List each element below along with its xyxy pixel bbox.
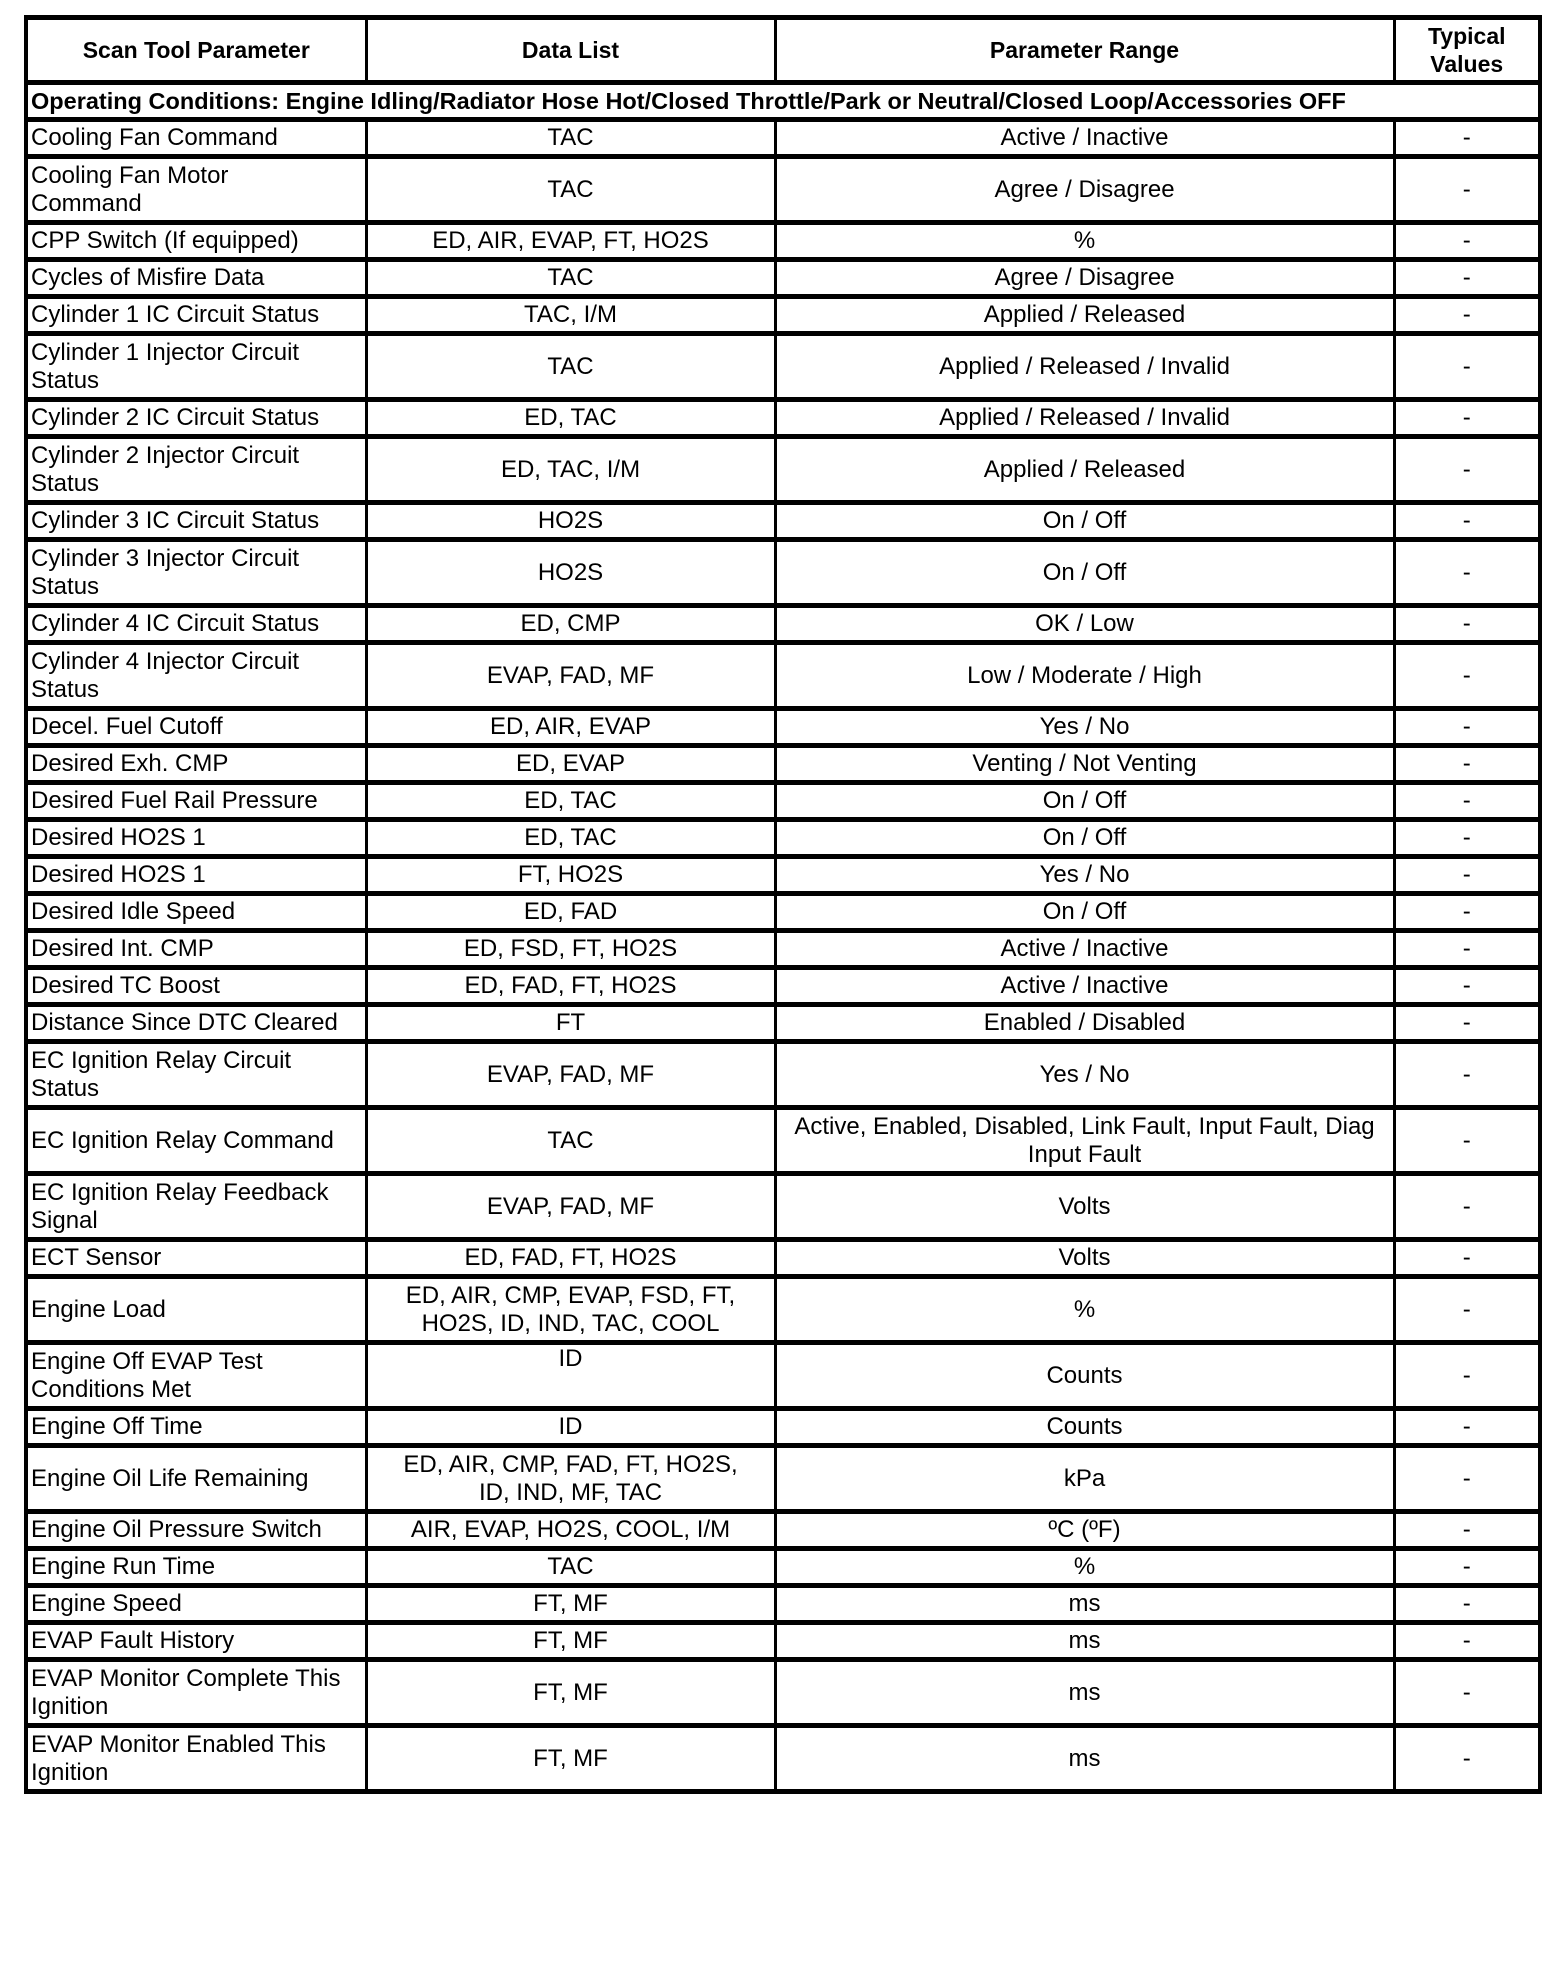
parameter-cell: Desired Int. CMP	[26, 931, 366, 968]
parameter-cell: Desired HO2S 1	[26, 820, 366, 857]
data-list-cell: TAC	[366, 334, 775, 400]
parameter-range-cell: OK / Low	[775, 606, 1394, 643]
table-row	[26, 1726, 1540, 1792]
typical-value-cell: -	[1394, 334, 1540, 400]
data-list-cell: ED, TAC	[366, 783, 775, 820]
parameter-range-cell: Agree / Disagree	[775, 260, 1394, 297]
typical-value-cell: -	[1394, 968, 1540, 1005]
parameter-range-cell: Active / Inactive	[775, 120, 1394, 157]
typical-value-cell: -	[1394, 120, 1540, 157]
parameter-range-cell: Yes / No	[775, 857, 1394, 894]
data-list-cell: ID	[366, 1409, 775, 1446]
typical-value-cell: -	[1394, 437, 1540, 503]
typical-value-cell: -	[1394, 746, 1540, 783]
typical-value-cell: -	[1394, 643, 1540, 709]
data-list-cell: HO2S	[366, 540, 775, 606]
table-row	[26, 1409, 1540, 1446]
typical-value-cell: -	[1394, 503, 1540, 540]
typical-value-cell: -	[1394, 260, 1540, 297]
typical-value-cell: -	[1394, 1549, 1540, 1586]
table-row	[26, 1343, 1540, 1409]
parameter-cell: EVAP Monitor Complete This Ignition	[26, 1660, 366, 1726]
data-list-cell: TAC, I/M	[366, 297, 775, 334]
table-row	[26, 1660, 1540, 1726]
typical-value-cell: -	[1394, 894, 1540, 931]
parameter-cell: Cylinder 1 IC Circuit Status	[26, 297, 366, 334]
parameter-cell: Engine Run Time	[26, 1549, 366, 1586]
parameter-range-cell: Active / Inactive	[775, 931, 1394, 968]
data-list-cell: FT, MF	[366, 1660, 775, 1726]
data-list-cell: TAC	[366, 157, 775, 223]
header-data-list: Data List	[366, 18, 775, 83]
parameter-cell: Cylinder 1 Injector Circuit Status	[26, 334, 366, 400]
parameter-cell: Cylinder 4 Injector Circuit Status	[26, 643, 366, 709]
data-list-cell: TAC	[366, 1108, 775, 1174]
parameter-cell: EC Ignition Relay Feedback Signal	[26, 1174, 366, 1240]
parameter-cell: Distance Since DTC Cleared	[26, 1005, 366, 1042]
parameter-range-cell: Volts	[775, 1174, 1394, 1240]
table-row	[26, 709, 1540, 746]
parameter-range-cell: Venting / Not Venting	[775, 746, 1394, 783]
data-list-cell: ED, TAC	[366, 400, 775, 437]
data-list-cell: ED, TAC	[366, 820, 775, 857]
parameter-cell: Cylinder 2 Injector Circuit Status	[26, 437, 366, 503]
data-list-cell: HO2S	[366, 503, 775, 540]
table-row	[26, 223, 1540, 260]
parameter-cell: Cylinder 3 IC Circuit Status	[26, 503, 366, 540]
data-list-cell: AIR, EVAP, HO2S, COOL, I/M	[366, 1512, 775, 1549]
header-parameter-range: Parameter Range	[775, 18, 1394, 83]
parameter-cell: Engine Load	[26, 1277, 366, 1343]
data-list-cell: ED, FSD, FT, HO2S	[366, 931, 775, 968]
typical-value-cell: -	[1394, 783, 1540, 820]
parameter-range-cell: ms	[775, 1726, 1394, 1792]
parameter-range-cell: %	[775, 1277, 1394, 1343]
typical-value-cell: -	[1394, 1240, 1540, 1277]
parameter-cell: Engine Oil Pressure Switch	[26, 1512, 366, 1549]
parameter-cell: EC Ignition Relay Command	[26, 1108, 366, 1174]
data-list-cell: ED, EVAP	[366, 746, 775, 783]
parameter-cell: Cycles of Misfire Data	[26, 260, 366, 297]
typical-value-cell: -	[1394, 1108, 1540, 1174]
parameter-cell: Engine Off EVAP Test Conditions Met	[26, 1343, 366, 1409]
table-row	[26, 1240, 1540, 1277]
table-row	[26, 503, 1540, 540]
typical-value-cell: -	[1394, 820, 1540, 857]
table-row	[26, 1277, 1540, 1343]
parameter-cell: Cooling Fan Motor Command	[26, 157, 366, 223]
parameter-range-cell: Counts	[775, 1343, 1394, 1409]
parameter-range-cell: On / Off	[775, 503, 1394, 540]
parameter-cell: Desired Exh. CMP	[26, 746, 366, 783]
data-list-cell: ED, AIR, CMP, FAD, FT, HO2S, ID, IND, MF, TAC	[366, 1446, 775, 1512]
typical-value-cell: -	[1394, 297, 1540, 334]
parameter-cell: Engine Oil Life Remaining	[26, 1446, 366, 1512]
parameter-range-cell: Agree / Disagree	[775, 157, 1394, 223]
typical-value-cell: -	[1394, 1726, 1540, 1792]
table-row	[26, 540, 1540, 606]
parameter-cell: CPP Switch (If equipped)	[26, 223, 366, 260]
data-list-cell: FT, MF	[366, 1586, 775, 1623]
parameter-range-cell: %	[775, 223, 1394, 260]
parameter-cell: Cooling Fan Command	[26, 120, 366, 157]
parameter-range-cell: Applied / Released / Invalid	[775, 400, 1394, 437]
parameter-range-cell: On / Off	[775, 820, 1394, 857]
typical-value-cell: -	[1394, 1174, 1540, 1240]
parameter-cell: Desired TC Boost	[26, 968, 366, 1005]
parameter-cell: Engine Off Time	[26, 1409, 366, 1446]
typical-value-cell: -	[1394, 931, 1540, 968]
data-list-cell: TAC	[366, 260, 775, 297]
table-row	[26, 157, 1540, 223]
data-list-cell: EVAP, FAD, MF	[366, 643, 775, 709]
table-row	[26, 820, 1540, 857]
parameter-range-cell: Applied / Released	[775, 297, 1394, 334]
data-list-cell: ED, FAD	[366, 894, 775, 931]
table-row	[26, 297, 1540, 334]
typical-value-cell: -	[1394, 1586, 1540, 1623]
data-list-cell: ED, FAD, FT, HO2S	[366, 968, 775, 1005]
data-list-cell: TAC	[366, 120, 775, 157]
parameter-range-cell: ms	[775, 1623, 1394, 1660]
parameter-cell: Desired HO2S 1	[26, 857, 366, 894]
typical-value-cell: -	[1394, 400, 1540, 437]
typical-value-cell: -	[1394, 709, 1540, 746]
typical-value-cell: -	[1394, 1343, 1540, 1409]
data-list-cell: EVAP, FAD, MF	[366, 1042, 775, 1108]
parameter-cell: Cylinder 2 IC Circuit Status	[26, 400, 366, 437]
parameter-range-cell: Volts	[775, 1240, 1394, 1277]
table-row	[26, 931, 1540, 968]
table-row	[26, 894, 1540, 931]
table-row	[26, 1042, 1540, 1108]
scan-tool-data-table	[24, 15, 1542, 1794]
parameter-cell: Desired Idle Speed	[26, 894, 366, 931]
table-row	[26, 1549, 1540, 1586]
parameter-cell: Cylinder 4 IC Circuit Status	[26, 606, 366, 643]
table-row	[26, 400, 1540, 437]
parameter-range-cell: Yes / No	[775, 709, 1394, 746]
parameter-range-cell: On / Off	[775, 894, 1394, 931]
data-list-cell: ED, AIR, EVAP, FT, HO2S	[366, 223, 775, 260]
operating-conditions-row	[26, 83, 1540, 120]
table-row	[26, 120, 1540, 157]
typical-value-cell: -	[1394, 223, 1540, 260]
table-row	[26, 783, 1540, 820]
typical-value-cell: -	[1394, 1512, 1540, 1549]
typical-value-cell: -	[1394, 1660, 1540, 1726]
parameter-range-cell: ºC (ºF)	[775, 1512, 1394, 1549]
parameter-range-cell: Active / Inactive	[775, 968, 1394, 1005]
table-row	[26, 1446, 1540, 1512]
operating-conditions: Operating Conditions: Engine Idling/Radiator Hose Hot/Closed Throttle/Park or Neutral/Closed Loop/Accessories OFF	[26, 83, 1540, 120]
data-list-cell: ED, AIR, CMP, EVAP, FSD, FT, HO2S, ID, IND, TAC, COOL	[366, 1277, 775, 1343]
typical-value-cell: -	[1394, 540, 1540, 606]
parameter-range-cell: ms	[775, 1586, 1394, 1623]
parameter-range-cell: Active, Enabled, Disabled, Link Fault, Input Fault, Diag Input Fault	[775, 1108, 1394, 1174]
data-list-cell: FT, MF	[366, 1726, 775, 1792]
data-list-cell: ED, AIR, EVAP	[366, 709, 775, 746]
header-row	[26, 18, 1540, 83]
parameter-cell: Decel. Fuel Cutoff	[26, 709, 366, 746]
parameter-cell: EVAP Fault History	[26, 1623, 366, 1660]
parameter-cell: EC Ignition Relay Circuit Status	[26, 1042, 366, 1108]
data-list-cell: ID	[366, 1343, 775, 1409]
header-scan-tool-parameter: Scan Tool Parameter	[26, 18, 366, 83]
parameter-range-cell: Applied / Released	[775, 437, 1394, 503]
parameter-cell: Cylinder 3 Injector Circuit Status	[26, 540, 366, 606]
typical-value-cell: -	[1394, 1005, 1540, 1042]
data-list-cell: EVAP, FAD, MF	[366, 1174, 775, 1240]
typical-value-cell: -	[1394, 1446, 1540, 1512]
typical-value-cell: -	[1394, 1042, 1540, 1108]
header-typical-values: Typical Values	[1394, 18, 1540, 83]
data-list-cell: TAC	[366, 1549, 775, 1586]
data-list-cell: ED, CMP	[366, 606, 775, 643]
table-row	[26, 746, 1540, 783]
parameter-range-cell: Low / Moderate / High	[775, 643, 1394, 709]
parameter-range-cell: On / Off	[775, 540, 1394, 606]
table-row	[26, 1586, 1540, 1623]
table-row	[26, 857, 1540, 894]
table-row	[26, 1623, 1540, 1660]
parameter-cell: Engine Speed	[26, 1586, 366, 1623]
table-row	[26, 1108, 1540, 1174]
data-list-cell: ED, FAD, FT, HO2S	[366, 1240, 775, 1277]
parameter-cell: EVAP Monitor Enabled This Ignition	[26, 1726, 366, 1792]
table-row	[26, 1174, 1540, 1240]
parameter-range-cell: kPa	[775, 1446, 1394, 1512]
typical-value-cell: -	[1394, 606, 1540, 643]
typical-value-cell: -	[1394, 1623, 1540, 1660]
typical-value-cell: -	[1394, 857, 1540, 894]
table-row	[26, 334, 1540, 400]
typical-value-cell: -	[1394, 157, 1540, 223]
data-list-cell: ED, TAC, I/M	[366, 437, 775, 503]
parameter-range-cell: Applied / Released / Invalid	[775, 334, 1394, 400]
data-list-cell: FT, MF	[366, 1623, 775, 1660]
table-row	[26, 968, 1540, 1005]
table-row	[26, 1512, 1540, 1549]
parameter-range-cell: Counts	[775, 1409, 1394, 1446]
parameter-cell: ECT Sensor	[26, 1240, 366, 1277]
parameter-range-cell: ms	[775, 1660, 1394, 1726]
table-row	[26, 260, 1540, 297]
typical-value-cell: -	[1394, 1277, 1540, 1343]
table-row	[26, 643, 1540, 709]
table-row	[26, 606, 1540, 643]
typical-value-cell: -	[1394, 1409, 1540, 1446]
parameter-range-cell: Enabled / Disabled	[775, 1005, 1394, 1042]
table-row	[26, 437, 1540, 503]
data-list-cell: FT	[366, 1005, 775, 1042]
parameter-range-cell: Yes / No	[775, 1042, 1394, 1108]
parameter-cell: Desired Fuel Rail Pressure	[26, 783, 366, 820]
table-row	[26, 1005, 1540, 1042]
parameter-range-cell: On / Off	[775, 783, 1394, 820]
parameter-range-cell: %	[775, 1549, 1394, 1586]
data-list-cell: FT, HO2S	[366, 857, 775, 894]
